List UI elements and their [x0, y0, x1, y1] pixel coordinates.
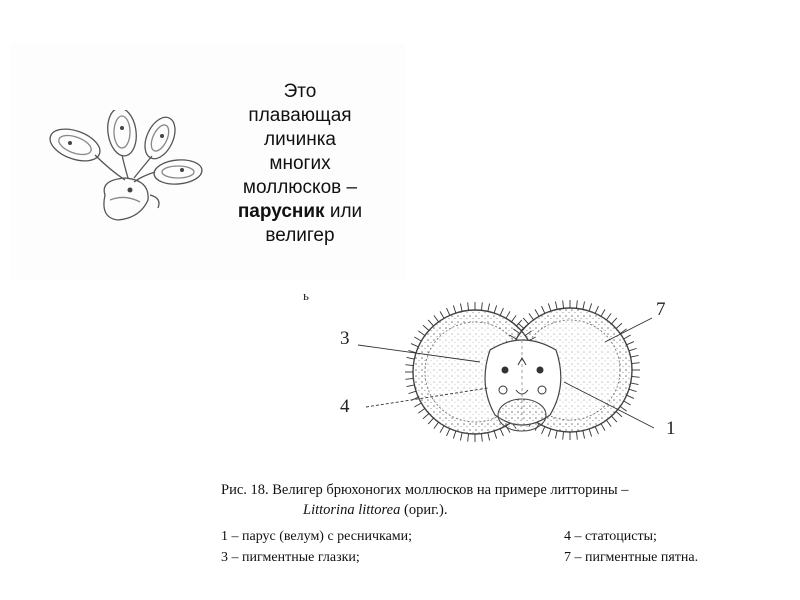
caption-species-suffix: (ориг.). — [400, 502, 448, 518]
caption-title: Рис. 18. Велигер брюхоногих моллюсков на примере литторины – — [221, 482, 629, 498]
cilium — [428, 320, 433, 326]
veliger-larva-sketch — [30, 110, 210, 230]
cilium — [407, 357, 415, 359]
cilium — [624, 401, 631, 405]
cilium — [606, 420, 611, 426]
intro-line-3: личинка — [263, 129, 336, 150]
cilium — [576, 432, 577, 440]
cilium — [423, 413, 429, 418]
cilium — [453, 305, 455, 313]
intro-line-6 — [215, 200, 385, 224]
cilium — [627, 395, 634, 398]
cilium — [589, 429, 591, 437]
figure-label-3: 3 — [340, 328, 350, 349]
intro-line-2: плавающая — [248, 105, 352, 126]
cilium — [460, 433, 462, 441]
cilium — [542, 427, 545, 434]
foot — [498, 399, 546, 431]
cilium — [440, 426, 444, 433]
cilium — [563, 300, 564, 308]
cilium — [481, 302, 482, 310]
cilium — [500, 308, 503, 315]
cilium — [428, 418, 433, 424]
intro-after-bold: или — [324, 201, 363, 222]
cilium — [523, 318, 528, 324]
cilium — [601, 424, 605, 431]
cilium — [434, 422, 439, 428]
legend-item-4: 4 – статоцисты; — [564, 529, 657, 544]
figure-caption — [221, 480, 781, 520]
velum-lobe-3 — [139, 113, 181, 164]
cilium — [447, 429, 450, 436]
cilium — [542, 306, 545, 313]
cilium — [423, 325, 429, 330]
cilium — [500, 429, 503, 436]
cilium — [576, 300, 577, 308]
legend-item-7: 7 – пигментные пятна. — [564, 550, 699, 565]
cilium — [407, 385, 415, 387]
velum-lobe-4 — [153, 158, 203, 186]
pigment-eye-left — [502, 367, 509, 374]
cilium — [516, 320, 521, 326]
cilium — [563, 432, 564, 440]
cilium — [548, 429, 550, 437]
cilium — [488, 304, 490, 312]
cilium — [408, 391, 416, 393]
intro-line-5: моллюсков – — [242, 177, 358, 198]
cilium — [405, 365, 413, 366]
cilium — [494, 305, 496, 313]
intro-line-4: многих — [269, 153, 331, 174]
cilium — [595, 427, 598, 434]
cilium — [535, 309, 539, 316]
intro-bold-term: парусник — [237, 201, 325, 222]
cilium — [555, 431, 557, 439]
cilium — [595, 306, 598, 313]
cilium — [611, 318, 616, 324]
larva-shell — [104, 178, 148, 220]
cilium — [447, 308, 450, 315]
legend-item-1: 1 – парус (велум) с ресничками; — [221, 529, 413, 544]
figure-label-1: 1 — [666, 418, 676, 439]
cilium — [548, 303, 550, 311]
cilium — [418, 408, 424, 413]
caption-species-line — [221, 500, 781, 520]
cilium — [616, 411, 622, 416]
cilium — [629, 348, 637, 350]
cilium — [583, 431, 585, 439]
cilium — [414, 403, 421, 407]
caption-species: Littorina littorea — [303, 502, 401, 518]
figure-label-4: 4 — [340, 396, 350, 417]
cilium — [555, 302, 557, 310]
cilium — [434, 315, 439, 321]
stray-character: ь — [303, 288, 309, 303]
cilium — [529, 313, 534, 319]
cilium — [418, 331, 424, 336]
cilium — [481, 434, 482, 442]
cilium — [629, 389, 637, 391]
cilium — [624, 335, 631, 339]
cilium — [468, 434, 469, 442]
cilium — [453, 431, 455, 439]
cilium — [506, 311, 510, 318]
veliger-figure — [330, 290, 700, 462]
cilium — [511, 315, 516, 321]
pigment-eye-right — [537, 367, 544, 374]
cilium — [632, 363, 640, 364]
cilium — [632, 376, 640, 377]
intro-line-7: велигер — [265, 225, 335, 246]
velum-lobe-1 — [46, 123, 104, 167]
cilium — [627, 342, 634, 345]
cilium — [414, 337, 421, 341]
cilium — [616, 323, 622, 328]
intro-line-1: Это — [283, 81, 317, 102]
cilium — [411, 344, 418, 347]
velum-lobe-2 — [105, 110, 139, 158]
cilium — [440, 311, 444, 318]
cilium — [468, 302, 469, 310]
legend-item-3: 3 – пигментные глазки; — [221, 550, 360, 565]
intro-text — [215, 80, 385, 248]
cilium — [601, 309, 605, 316]
cilium — [611, 416, 616, 422]
cilium — [631, 355, 639, 357]
cilium — [620, 406, 626, 411]
cilium — [589, 303, 591, 311]
cilium — [631, 383, 639, 385]
figure-label-7: 7 — [656, 299, 666, 320]
cilium — [583, 302, 585, 310]
cilium — [606, 313, 611, 319]
cilium — [460, 304, 462, 312]
cilium — [405, 378, 413, 379]
cilium — [494, 431, 496, 439]
cilium — [488, 433, 490, 441]
